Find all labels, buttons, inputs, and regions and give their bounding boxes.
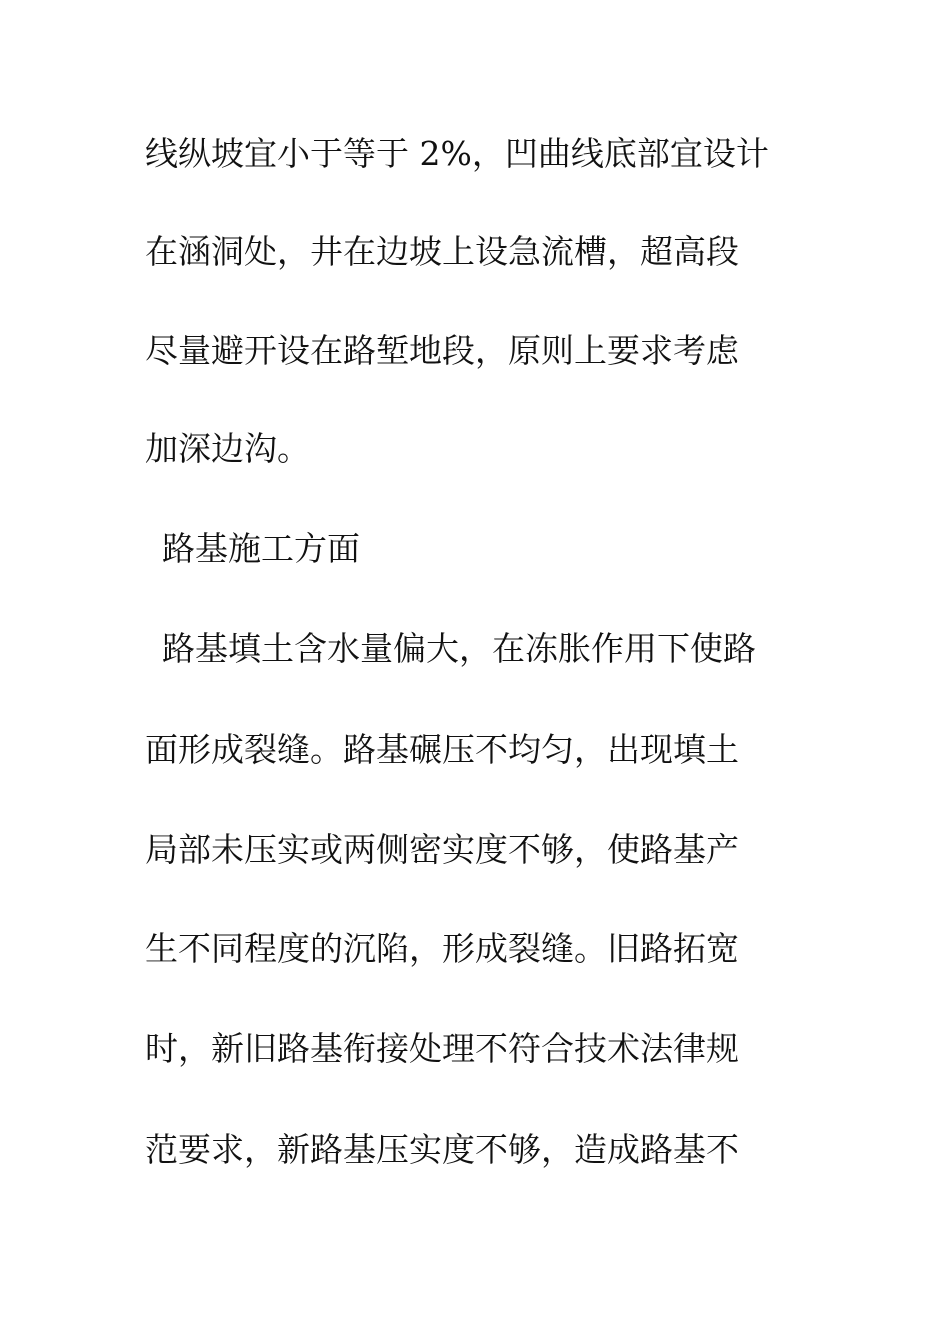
body-text-line: 加深边沟。 <box>145 429 310 468</box>
body-text-line: 范要求，新路基压实度不够，造成路基不 <box>145 1130 739 1169</box>
body-text-line: 尽量避开设在路堑地段，原则上要求考虑 <box>145 331 739 370</box>
body-text-line: 线纵坡宜小于等于 2%，凹曲线底部宜设计 <box>145 134 769 173</box>
section-heading: 路基施工方面 <box>162 529 360 568</box>
body-text-line: 在涵洞处，井在边坡上设急流槽，超高段 <box>145 232 739 271</box>
body-text-line: 路基填土含水量偏大，在冻胀作用下使路 <box>162 629 756 668</box>
body-text-line: 局部未压实或两侧密实度不够，使路基产 <box>145 830 739 869</box>
body-text-line: 时，新旧路基衔接处理不符合技术法律规 <box>145 1029 739 1068</box>
body-text-line: 面形成裂缝。路基碾压不均匀，出现填土 <box>145 730 739 769</box>
body-text-line: 生不同程度的沉陷，形成裂缝。旧路拓宽 <box>145 929 739 968</box>
